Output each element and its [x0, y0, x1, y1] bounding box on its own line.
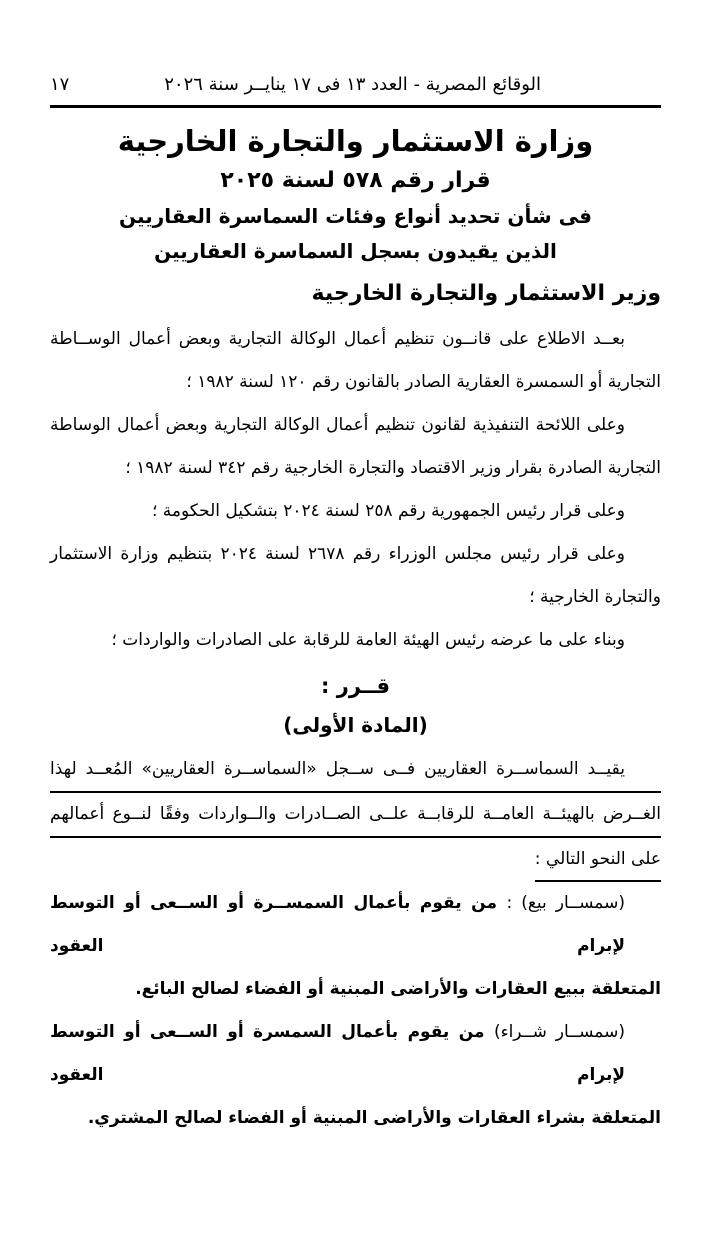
article-one-text	[50, 748, 661, 882]
text-line: يقيــد السماســرة العقاريين فــى ســجل «السماســرة العقاريين» المُعــد لهذا	[50, 748, 661, 793]
ministry-title: وزارة الاستثمار والتجارة الخارجية	[117, 124, 594, 158]
subject-line-1: فى شأن تحديد أنواع وفئات السماسرة العقاريين	[119, 204, 592, 228]
text-line	[50, 1011, 661, 1097]
decree-number: قرار رقم ٥٧٨ لسنة ٢٠٢٥	[220, 168, 491, 193]
text-line: التجارية الصادرة بقرار وزير الاقتصاد والتجارة الخارجية رقم ٣٤٢ لسنة ١٩٨٢ ؛	[125, 458, 661, 478]
text-line: وعلى قرار رئيس مجلس الوزراء رقم ٢٦٧٨ لسنة ٢٠٢٤ بتنظيم وزارة الاستثمار	[50, 544, 626, 564]
text-line	[50, 968, 661, 1011]
text-line: وعلى قرار رئيس الجمهورية رقم ٢٥٨ لسنة ٢٠٢٤ بتشكيل الحكومة ؛	[151, 501, 625, 521]
preamble-paragraph-2	[50, 404, 661, 490]
text-line: وبناء على ما عرضه رئيس الهيئة العامة للرقابة على الصادرات والواردات ؛	[111, 630, 625, 650]
text-line	[50, 882, 661, 968]
page-number: ١٧	[50, 74, 70, 95]
article-one-heading: (المادة الأولى)	[283, 713, 428, 737]
preamble-paragraph-5	[50, 619, 661, 662]
definition-term: (سمســار بيع) :	[506, 893, 626, 913]
header-rule	[50, 105, 661, 108]
definition-text: المتعلقة ببيع العقارات والأراضى المبنية أو الفضاء لصالح البائع.	[135, 979, 661, 999]
definition-text: من يقوم بأعمال السمســرة أو الســعى أو التوسط لإبرام العقود	[50, 893, 625, 956]
subject-line-2: الذين يقيدون بسجل السماسرة العقاريين	[154, 239, 557, 263]
gazette-issue-line: الوقائع المصرية - العدد ١٣ فى ١٧ ينايــر سنة ٢٠٢٦	[164, 74, 541, 95]
text-line: وعلى اللائحة التنفيذية لقانون تنظيم أعمال الوكالة التجارية وبعض أعمال الوساطة	[50, 415, 625, 435]
page-header	[50, 74, 661, 95]
text-line	[50, 1097, 661, 1140]
text-line: بعــد الاطلاع على قانــون تنظيم أعمال الوكالة التجارية وبعض أعمال الوســاطة	[50, 329, 625, 349]
definition-sale-broker	[50, 882, 661, 1011]
definition-text: من يقوم بأعمال السمسرة أو الســعى أو التوسط لإبرام العقود	[50, 1022, 625, 1085]
decision-word: قــرر :	[321, 674, 390, 698]
preamble-paragraph-1	[50, 318, 661, 404]
preamble-paragraph-3	[50, 490, 661, 533]
definition-term: (سمســار شــراء)	[493, 1022, 625, 1042]
text-line: التجارية أو السمسرة العقارية الصادر بالقانون رقم ١٢٠ لسنة ١٩٨٢ ؛	[186, 372, 661, 392]
masthead	[50, 124, 661, 269]
decree-body	[50, 318, 661, 1140]
text-line: على النحو التالي :	[50, 838, 661, 882]
definition-purchase-broker	[50, 1011, 661, 1140]
issuer-title: وزير الاستثمار والتجارة الخارجية	[311, 281, 661, 306]
text-line: الغــرض بالهيئــة العامــة للرقابــة علــى الصــادرات والــواردات وفقًا لنــوع أعمالهم	[50, 793, 661, 838]
preamble-paragraph-4	[50, 533, 661, 619]
definition-text: المتعلقة بشراء العقارات والأراضى المبنية أو الفضاء لصالح المشتري.	[87, 1108, 661, 1128]
text-line: والتجارة الخارجية ؛	[529, 587, 661, 607]
